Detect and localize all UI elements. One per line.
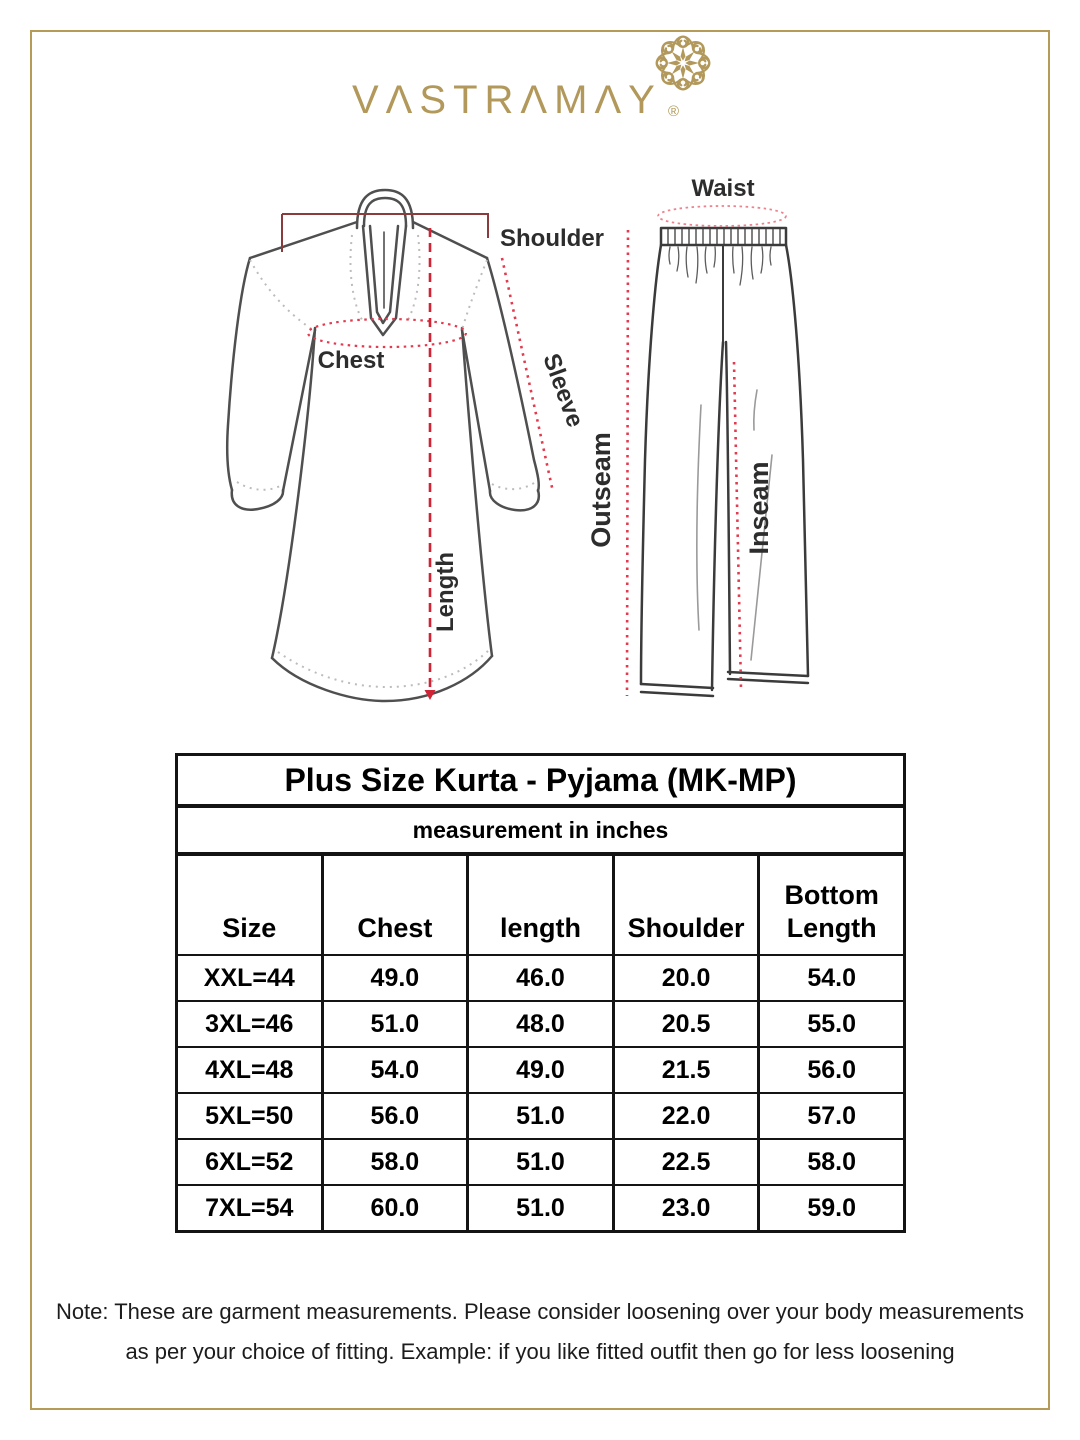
measurement-cell: 58.0	[759, 1139, 905, 1185]
table-subtitle: measurement in inches	[177, 806, 905, 854]
column-header-length: length	[468, 854, 614, 955]
size-cell: 3XL=46	[177, 1001, 323, 1047]
measurement-cell: 56.0	[759, 1047, 905, 1093]
measurement-cell: 20.5	[613, 1001, 759, 1047]
note-text	[40, 1292, 1040, 1372]
table-row	[177, 1093, 905, 1139]
measurement-cell: 48.0	[468, 1001, 614, 1047]
size-cell: XXL=44	[177, 955, 323, 1001]
measurement-cell: 51.0	[468, 1093, 614, 1139]
measurement-cell: 51.0	[322, 1001, 468, 1047]
measurement-cell: 49.0	[322, 955, 468, 1001]
mandala-swirl-icon	[650, 31, 716, 95]
measurement-cell: 55.0	[759, 1001, 905, 1047]
table-header-row	[177, 854, 905, 955]
shoulder-label: Shoulder	[500, 225, 605, 252]
measurement-diagram	[0, 160, 1080, 780]
column-header-shoulder: Shoulder	[613, 854, 759, 955]
kurta-sketch	[227, 190, 539, 701]
measurement-cell: 23.0	[613, 1185, 759, 1232]
measurement-cell: 21.5	[613, 1047, 759, 1093]
size-chart-table	[175, 753, 906, 1233]
table-row	[177, 955, 905, 1001]
measurement-cell: 59.0	[759, 1185, 905, 1232]
table-row	[177, 1047, 905, 1093]
measurement-cell: 56.0	[322, 1093, 468, 1139]
column-header-size: Size	[177, 854, 323, 955]
size-cell: 6XL=52	[177, 1139, 323, 1185]
registered-trademark-symbol: ®	[668, 103, 680, 120]
brand-logo-text: VΛSTRΛMΛY	[352, 78, 662, 122]
waist-label: Waist	[691, 175, 755, 202]
outseam-label: Outseam	[586, 432, 616, 548]
note-line-1: Note: These are garment measurements. Please consider loosening over your body measurements	[55, 1299, 1025, 1324]
measurement-cell: 22.0	[613, 1093, 759, 1139]
measurement-cell: 20.0	[613, 955, 759, 1001]
measurement-cell: 57.0	[759, 1093, 905, 1139]
pyjama-sketch	[641, 228, 808, 696]
measurement-cell: 54.0	[322, 1047, 468, 1093]
pyjama-gather-lines	[669, 247, 771, 285]
size-cell: 5XL=50	[177, 1093, 323, 1139]
measurement-cell: 46.0	[468, 955, 614, 1001]
table-title: Plus Size Kurta - Pyjama (MK-MP)	[177, 755, 905, 807]
measurement-cell: 60.0	[322, 1185, 468, 1232]
measurement-cell: 51.0	[468, 1139, 614, 1185]
pyjama-measure-lines	[627, 206, 786, 696]
column-header-chest: Chest	[322, 854, 468, 955]
length-label: Length	[432, 552, 459, 632]
sleeve-label: Sleeve	[537, 350, 589, 431]
note-line-2: as per your choice of fitting. Example: if you like fitted outfit then go for less loosening	[125, 1339, 955, 1364]
size-table-body	[177, 955, 905, 1232]
chest-label: Chest	[317, 347, 385, 374]
table-row	[177, 1001, 905, 1047]
column-header-bottom-length: Bottom Length	[759, 854, 905, 955]
measurement-cell: 54.0	[759, 955, 905, 1001]
table-row	[177, 1185, 905, 1232]
kurta-measure-lines	[282, 214, 553, 700]
kurta-stitch-lines	[237, 235, 534, 687]
measurement-cell: 22.5	[613, 1139, 759, 1185]
table-row	[177, 1139, 905, 1185]
size-cell: 4XL=48	[177, 1047, 323, 1093]
measurement-cell: 51.0	[468, 1185, 614, 1232]
measurement-cell: 58.0	[322, 1139, 468, 1185]
size-cell: 7XL=54	[177, 1185, 323, 1232]
measurement-cell: 49.0	[468, 1047, 614, 1093]
inseam-label: Inseam	[744, 461, 774, 555]
